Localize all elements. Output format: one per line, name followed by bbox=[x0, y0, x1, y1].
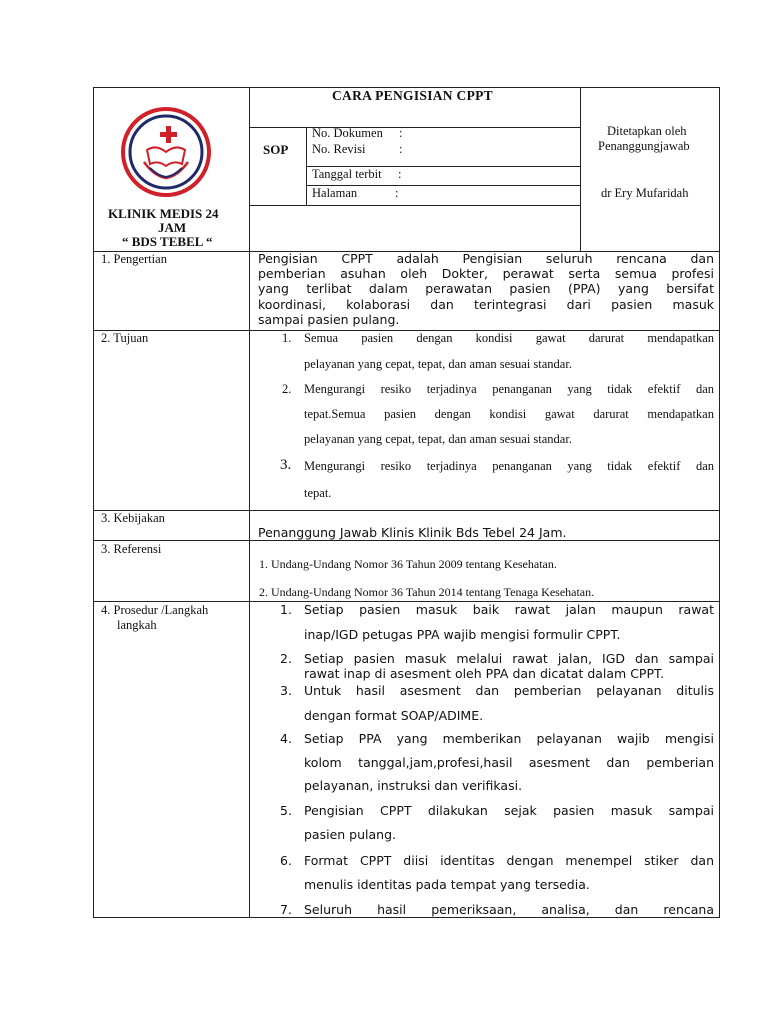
tujuan-item-3-line-1: Mengurangi resiko terjadinya penanganan yang tidak efektif dan bbox=[304, 459, 714, 473]
prosedur-label-2: langkah bbox=[117, 618, 157, 632]
prosedur-item-4-num: 4. bbox=[280, 731, 292, 746]
pengertian-line-2: pemberian asuhan oleh Dokter, perawat serta semua profesi bbox=[258, 266, 714, 281]
prosedur-item-4-line-3: pelayanan, instruksi dan verifikasi. bbox=[304, 778, 523, 793]
no-dokumen-colon: : bbox=[399, 126, 403, 140]
prosedur-item-2-num: 2. bbox=[280, 651, 292, 666]
tujuan-item-2-line-2: tepat.Semua pasien dengan kondisi gawat darurat mendapatkan bbox=[304, 407, 714, 421]
tujuan-item-3-line-2: tepat. bbox=[304, 486, 332, 500]
tujuan-item-2-num: 2. bbox=[282, 382, 292, 396]
pengertian-line-3: yang terlibat dalam perawatan pasien (PPA) yang bersifat bbox=[258, 281, 714, 296]
prosedur-label-1: 4. Prosedur /Langkah bbox=[101, 603, 209, 617]
kebijakan-label: 3. Kebijakan bbox=[101, 511, 165, 525]
prosedur-item-1-num: 1. bbox=[280, 602, 292, 617]
tujuan-item-3-num: 3. bbox=[280, 457, 292, 473]
prosedur-item-1-line-1: Setiap pasien masuk baik rawat jalan maupun rawat bbox=[304, 602, 714, 617]
prosedur-item-6-line-1: Format CPPT diisi identitas dengan menempel stiker dan bbox=[304, 853, 714, 868]
pengertian-line-4: koordinasi, kolaborasi dan terintegrasi dari pasien masuk bbox=[258, 297, 714, 312]
referensi-label: 3. Referensi bbox=[101, 542, 162, 556]
clinic-name-1: KLINIK MEDIS 24 bbox=[108, 206, 219, 221]
clinic-logo-icon bbox=[120, 106, 212, 198]
prosedur-item-5-line-2: pasien pulang. bbox=[304, 827, 396, 842]
pengertian-line-1: Pengisian CPPT adalah Pengisian seluruh rencana dan bbox=[258, 251, 714, 266]
prosedur-item-7-line-1: Seluruh hasil pemeriksaan, analisa, dan rencana bbox=[304, 902, 714, 917]
prosedur-item-2-line-1: Setiap pasien masuk melalui rawat jalan, IGD dan sampai bbox=[304, 651, 714, 666]
tujuan-item-1-num: 1. bbox=[282, 331, 292, 345]
prosedur-item-5-line-1: Pengisian CPPT dilakukan sejak pasien masuk sampai bbox=[304, 803, 714, 818]
prosedur-item-3-line-2: dengan format SOAP/ADIME. bbox=[304, 708, 484, 723]
prosedur-item-3-line-1: Untuk hasil asesment dan pemberian pelayanan ditulis bbox=[304, 683, 714, 698]
tujuan-label: 2. Tujuan bbox=[101, 331, 149, 345]
no-revisi-colon: : bbox=[399, 142, 403, 156]
prosedur-item-7-num: 7. bbox=[280, 902, 292, 917]
tujuan-item-1-line-2: pelayanan yang cepat, tepat, dan aman sesuai standar. bbox=[304, 357, 572, 371]
signer-name: dr Ery Mufaridah bbox=[601, 186, 689, 200]
clinic-logo bbox=[120, 106, 212, 198]
referensi-item-2: 2. Undang-Undang Nomor 36 Tahun 2014 tentang Tenaga Kesehatan. bbox=[259, 585, 595, 599]
prosedur-item-6-num: 6. bbox=[280, 853, 292, 868]
no-revisi-label: No. Revisi bbox=[312, 142, 366, 156]
pengertian-line-5: sampai pasien pulang. bbox=[258, 312, 400, 327]
prosedur-item-2-line-2: rawat inap di asesment oleh PPA dan dicatat dalam CPPT. bbox=[304, 666, 665, 681]
tujuan-item-2-line-1: Mengurangi resiko terjadinya penanganan yang tidak efektif dan bbox=[304, 382, 714, 396]
kebijakan-text: Penanggung Jawab Klinis Klinik Bds Tebel 24 Jam. bbox=[258, 525, 567, 540]
tujuan-item-2-line-3: pelayanan yang cepat, tepat, dan aman sesuai standar. bbox=[304, 432, 572, 446]
sop-label: SOP bbox=[263, 142, 289, 157]
prosedur-item-1-line-2: inap/IGD petugas PPA wajib mengisi formulir CPPT. bbox=[304, 627, 621, 642]
halaman-colon: : bbox=[395, 186, 399, 200]
ditetapkan-line-1: Ditetapkan oleh bbox=[607, 124, 687, 138]
tujuan-item-1-line-1: Semua pasien dengan kondisi gawat darurat mendapatkan bbox=[304, 331, 714, 345]
referensi-item-1: 1. Undang-Undang Nomor 36 Tahun 2009 tentang Kesehatan. bbox=[259, 557, 557, 571]
pengertian-label: 1. Pengertian bbox=[101, 252, 167, 266]
prosedur-item-3-num: 3. bbox=[280, 683, 292, 698]
tanggal-terbit-colon: : bbox=[398, 167, 402, 181]
ditetapkan-line-2: Penanggungjawab bbox=[598, 139, 690, 153]
prosedur-item-5-num: 5. bbox=[280, 803, 292, 818]
prosedur-item-4-line-2: kolom tanggal,jam,profesi,hasil asesment dan pemberian bbox=[304, 755, 714, 770]
prosedur-item-4-line-1: Setiap PPA yang memberikan pelayanan wajib mengisi bbox=[304, 731, 714, 746]
clinic-name-2: JAM bbox=[158, 220, 187, 235]
tanggal-terbit-label: Tanggal terbit bbox=[312, 167, 382, 181]
no-dokumen-label: No. Dokumen bbox=[312, 126, 383, 140]
document-title: CARA PENGISIAN CPPT bbox=[332, 88, 493, 103]
clinic-name-3: “ BDS TEBEL “ bbox=[122, 234, 213, 249]
halaman-label: Halaman bbox=[312, 186, 358, 200]
prosedur-item-6-line-2: menulis identitas pada tempat yang tersedia. bbox=[304, 877, 590, 892]
